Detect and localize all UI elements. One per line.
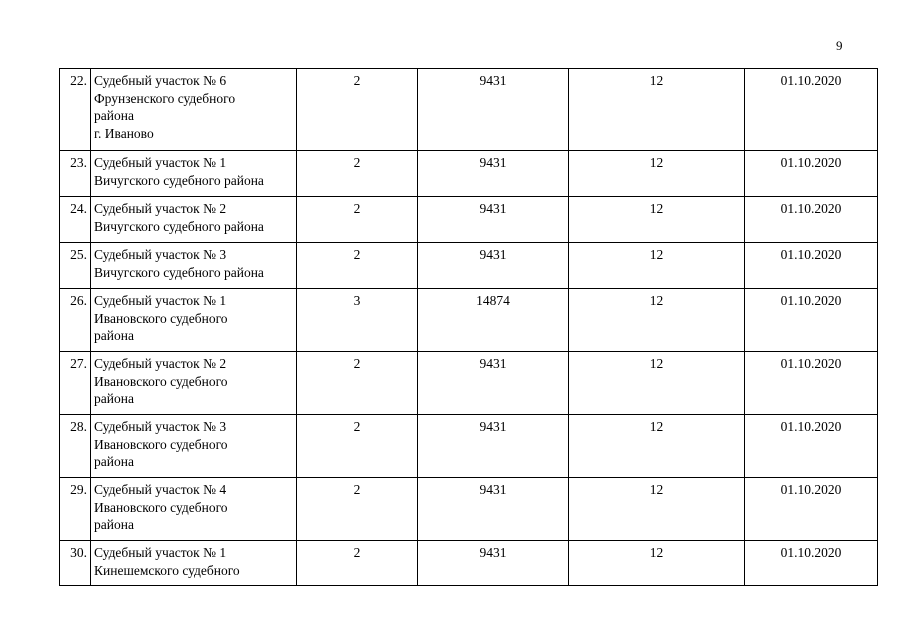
amount-cell: 9431 [418,243,569,289]
row-number: 23. [60,151,91,197]
row-number: 25. [60,243,91,289]
court-district-name-line: Судебный участок № 6 [94,73,227,88]
table-row [60,243,878,289]
date-cell: 01.10.2020 [745,478,878,541]
court-district-name [91,352,297,415]
months-cell: 12 [569,289,745,352]
row-number: 26. [60,289,91,352]
court-district-name-line: Судебный участок № 3 [94,247,227,262]
date-cell: 01.10.2020 [745,289,878,352]
date-cell: 01.10.2020 [745,243,878,289]
table-row [60,352,878,415]
court-district-name-line: Фрунзенского судебного [94,90,236,106]
court-district-name-line: Ивановского судебного [94,310,228,326]
court-district-name-line: Судебный участок № 4 [94,482,227,497]
staff-count-cell: 2 [297,243,418,289]
court-district-name [91,289,297,352]
court-district-name-line: Вичугского судебного района [94,218,264,234]
staff-count-cell: 2 [297,352,418,415]
court-district-name [91,151,297,197]
row-number: 30. [60,541,91,586]
court-district-name-line: г. Иваново [94,125,154,141]
court-district-name [91,197,297,243]
amount-cell: 9431 [418,69,569,151]
months-cell: 12 [569,197,745,243]
date-cell: 01.10.2020 [745,69,878,151]
court-district-name-line: Судебный участок № 3 [94,419,227,434]
staff-count-cell: 2 [297,415,418,478]
staff-count-cell: 2 [297,69,418,151]
page-number: 9 [836,38,843,53]
court-district-name-line: Вичугского судебного района [94,172,264,188]
amount-cell: 9431 [418,151,569,197]
staff-count-cell: 2 [297,478,418,541]
table-row [60,69,878,151]
court-district-name [91,415,297,478]
court-district-name [91,478,297,541]
months-cell: 12 [569,69,745,151]
months-cell: 12 [569,415,745,478]
court-districts-table [59,68,878,586]
months-cell: 12 [569,541,745,586]
months-cell: 12 [569,151,745,197]
table-row [60,289,878,352]
court-district-name-line: района [94,391,134,406]
months-cell: 12 [569,478,745,541]
table-row [60,541,878,586]
table-row [60,415,878,478]
court-district-name-line: района [94,517,134,532]
row-number: 28. [60,415,91,478]
court-district-name-line: Судебный участок № 2 [94,356,227,371]
months-cell: 12 [569,243,745,289]
amount-cell: 9431 [418,415,569,478]
amount-cell: 9431 [418,352,569,415]
amount-cell: 9431 [418,478,569,541]
court-district-name-line: Ивановского судебного [94,373,228,389]
staff-count-cell: 2 [297,197,418,243]
table-body [60,69,878,586]
court-district-name-line: Судебный участок № 1 [94,155,227,170]
months-cell: 12 [569,352,745,415]
court-district-name-line: Судебный участок № 1 [94,293,227,308]
amount-cell: 9431 [418,197,569,243]
court-district-name-line: Ивановского судебного [94,436,228,452]
court-district-name [91,243,297,289]
table-row [60,478,878,541]
row-number: 22. [60,69,91,151]
row-number: 29. [60,478,91,541]
staff-count-cell: 2 [297,541,418,586]
staff-count-cell: 3 [297,289,418,352]
table-row [60,151,878,197]
court-district-name [91,69,297,151]
court-district-name-line: района [94,108,134,123]
amount-cell: 9431 [418,541,569,586]
court-district-name-line: района [94,454,134,469]
row-number: 27. [60,352,91,415]
date-cell: 01.10.2020 [745,415,878,478]
table-row [60,197,878,243]
court-district-name-line: Кинешемского судебного [94,562,240,578]
row-number: 24. [60,197,91,243]
court-district-name-line: Судебный участок № 1 [94,545,227,560]
court-district-name-line: района [94,328,134,343]
date-cell: 01.10.2020 [745,197,878,243]
staff-count-cell: 2 [297,151,418,197]
court-district-name-line: Судебный участок № 2 [94,201,227,216]
date-cell: 01.10.2020 [745,541,878,586]
date-cell: 01.10.2020 [745,352,878,415]
amount-cell: 14874 [418,289,569,352]
date-cell: 01.10.2020 [745,151,878,197]
court-district-name [91,541,297,586]
court-district-name-line: Ивановского судебного [94,499,228,515]
court-district-name-line: Вичугского судебного района [94,264,264,280]
